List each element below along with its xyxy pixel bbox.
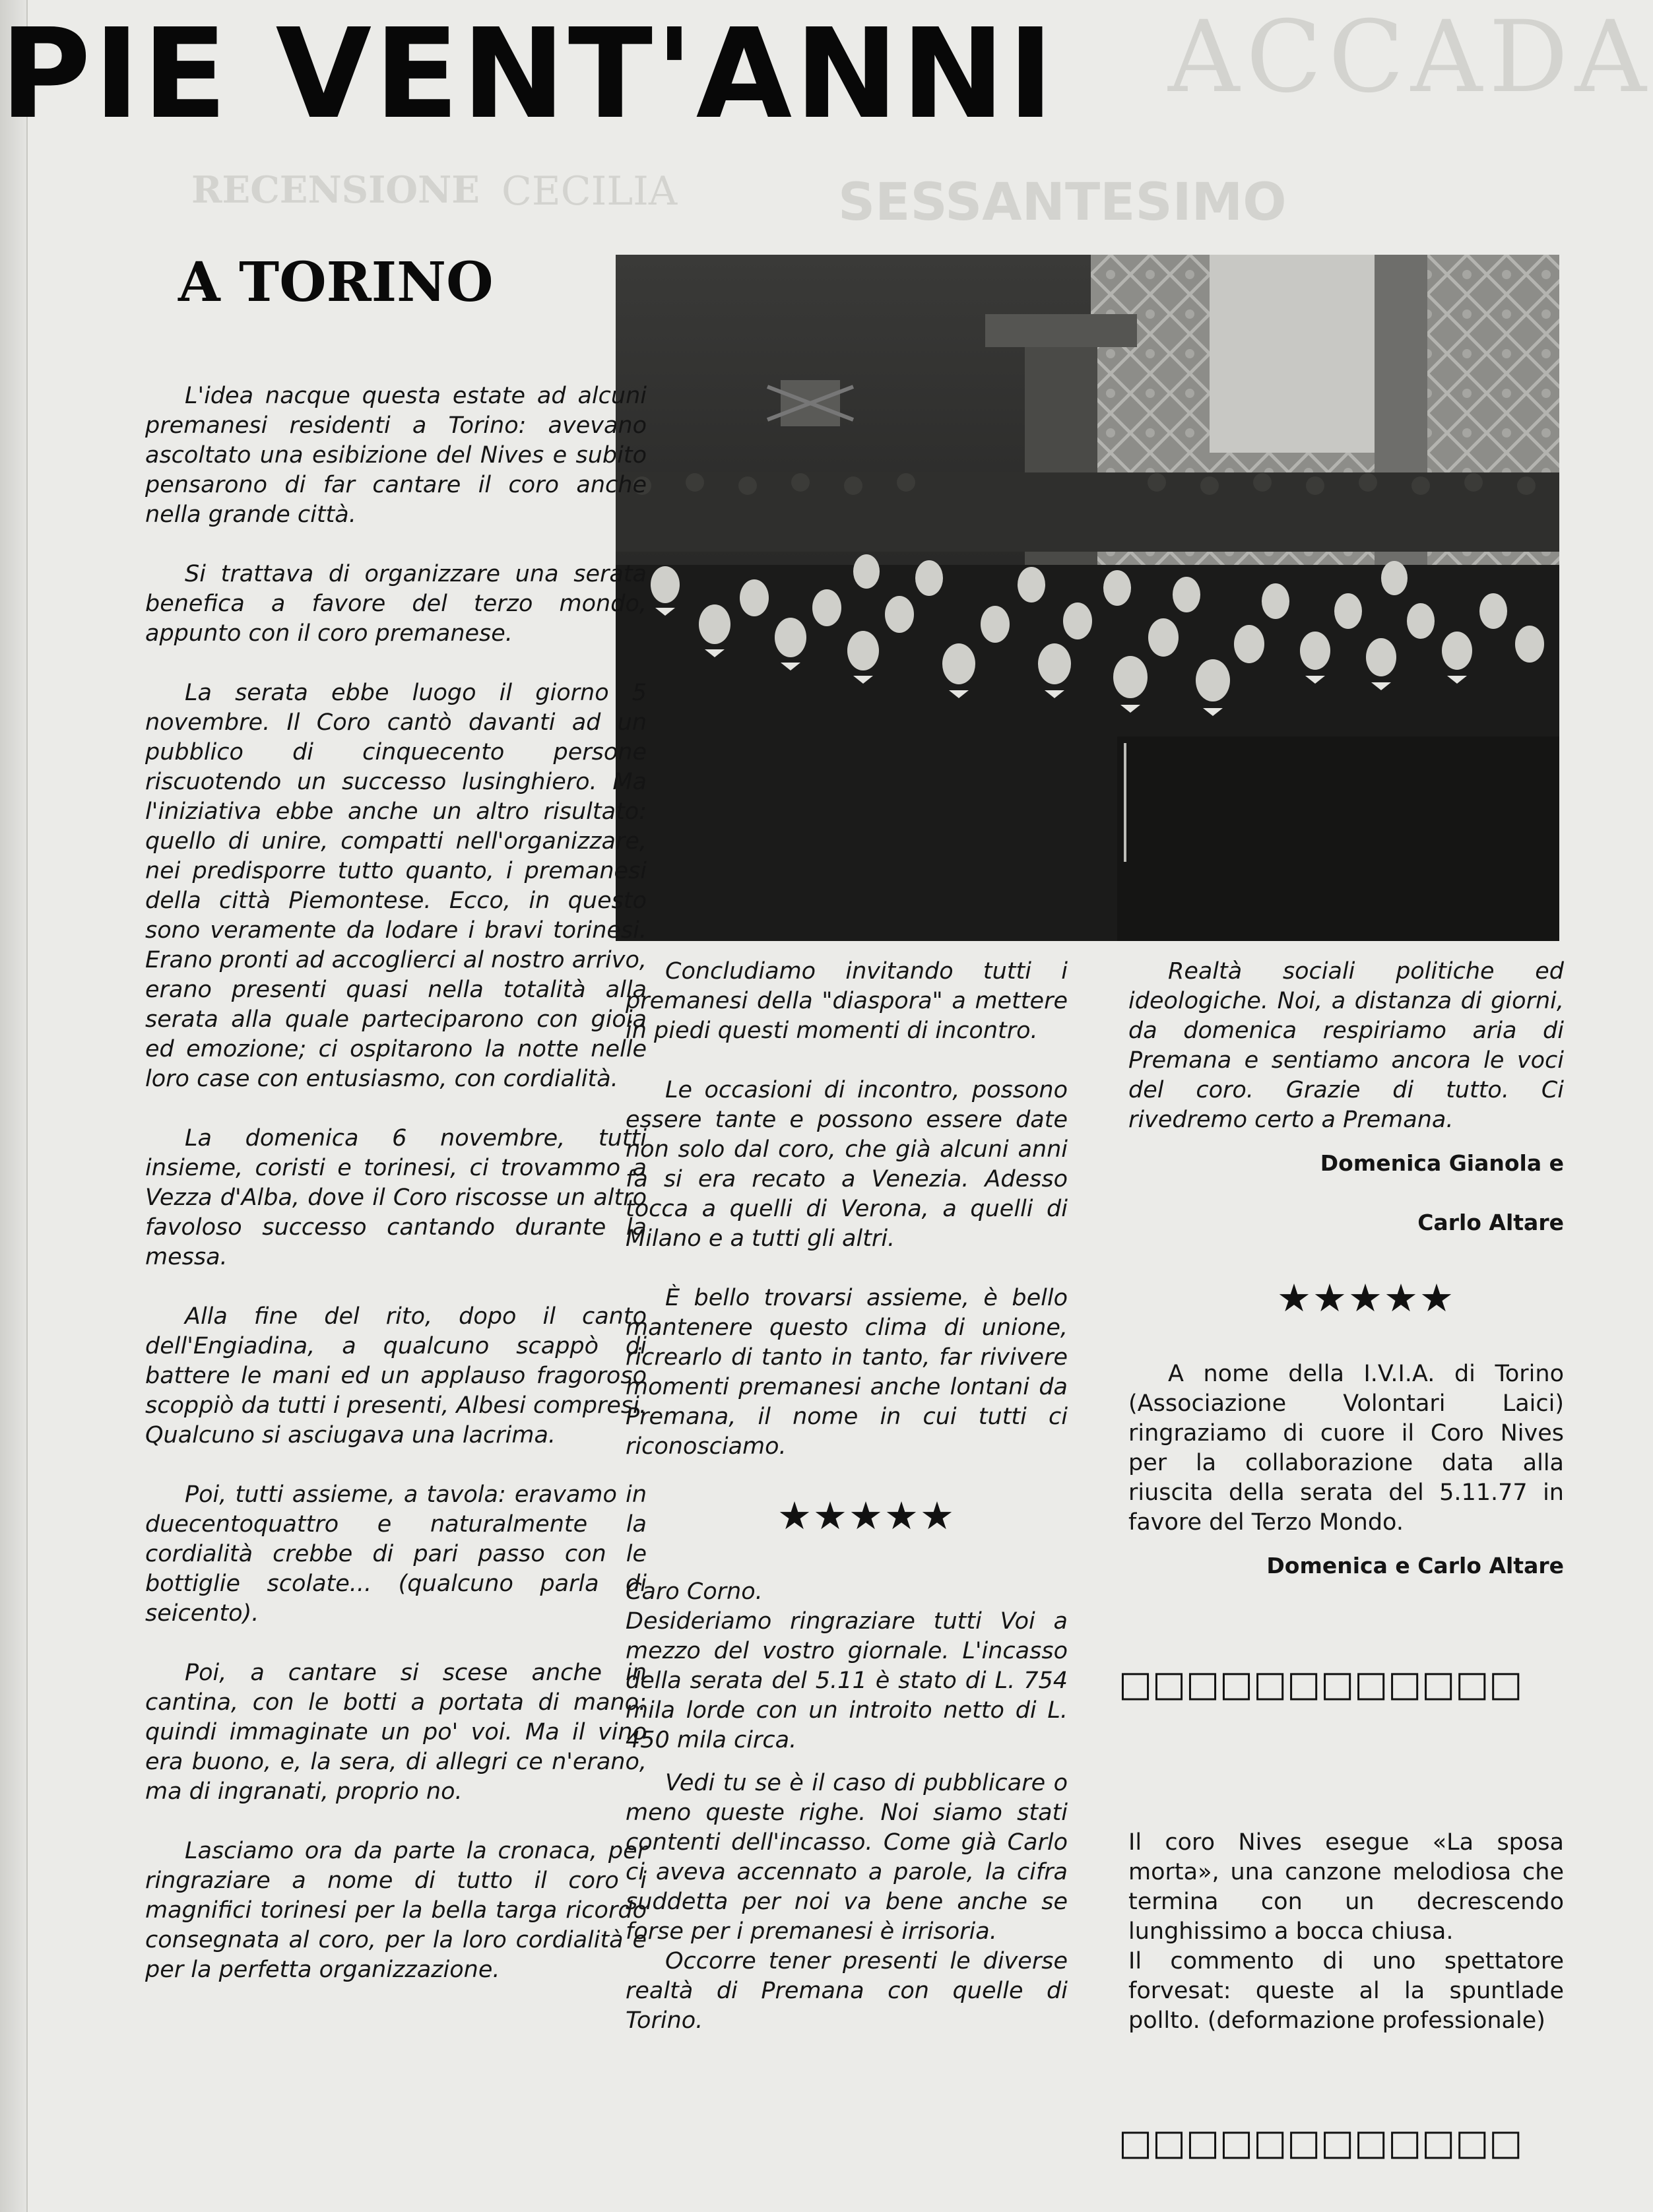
article-paragraph: La serata ebbe luogo il giorno 5 novembre. Il Coro cantò davanti ad un pubblico di cinquecento persone riscuotendo un successo lusinghiero. Ma l'iniziativa ebbe anche un altro risultato: quello di unire, compatti nell'organizzare, nei predisporre tutto quanto, i premanesi della città Piemontese. Ecco, in questo sono veramente da lodare i bravi torinesi. Erano pronti ad accoglierci al nostro arrivo, erano presenti quasi nella totalità alla serata alla quale parteciparono con gioia ed emozione; ci ospitarono la notte nelle loro case con entusiasmo, con cordialità. (145, 680, 647, 1092)
ivia-thanks: A nome della I.V.I.A. di Torino (Associazione Volontari Laici) ringraziamo di cuore il Coro Nives per la collaborazione data alla riuscita della serata del 5.11.77 in favore del Terzo Mondo. (1128, 1361, 1564, 1536)
bleed-through-text: SESSANTESIMO (838, 173, 1287, 232)
article-paragraph: Si trattava di organizzare una serata benefica a favore del terzo mondo, appunto con il coro premanese. (145, 561, 647, 647)
article-paragraph: La domenica 6 novembre, tutti insieme, coristi e torinesi, ci trovammo a Vezza d'Alba, dove il Coro riscosse un altro favoloso successo cantando durante la messa. (145, 1125, 647, 1270)
article-paragraph: Le occasioni di incontro, possono essere tante e possono essere date non solo dal coro, che già alcuni anni fa si era recato a Venezia. Adesso tocca a quelli di Verona, a quelli di Milano e a tutti gli altri. (626, 1077, 1068, 1252)
article-paragraph: Poi, a cantare si scese anche in cantina, con le botti a portata di mano: quindi immaginate un po' voi. Ma il vino era buono, e, la sera, di allegri ce n'erano, ma di ingranati, proprio no. (145, 1660, 647, 1805)
bleed-through-text: ACCADA (1168, 0, 1653, 115)
signature-domenica-carlo: Domenica e Carlo Altare (1266, 1553, 1564, 1578)
letter-salutation: Caro Corno. (626, 1578, 763, 1605)
star-separator: ★★★★★ (1277, 1276, 1455, 1320)
article-paragraph: L'idea nacque questa estate ad alcuni premanesi residenti a Torino: avevano ascoltato una esibizione del Nives e subito pensarono di far cantare il coro anche nella grande città. (145, 383, 647, 528)
choir-photo-image (616, 255, 1559, 941)
box-row-separator: □□□□□□□□□□□□ (1118, 1663, 1523, 1705)
page-headline: PIE VENT'ANNI (0, 2, 1056, 146)
article-subtitle: A TORINO (178, 251, 494, 314)
article-paragraph: Alla fine del rito, dopo il canto dell'Engiadina, a qualcuno scappò di battere le mani ed un applauso fragoroso scoppiò da tutti i presenti, Albesi compresi. Qualcuno si asciugava una lacrima. (145, 1303, 647, 1448)
box-row-separator: □□□□□□□□□□□□ (1118, 2122, 1523, 2163)
nives-note (1128, 1828, 1564, 2036)
binding-edge (0, 0, 28, 2212)
letter-paragraph: Occorre tener presenti le diverse realtà di Premana con quelle di Torino. (626, 1948, 1068, 2034)
bleed-through-text: RECENSIONE (191, 168, 480, 212)
nives-note-paragraph: Il commento di uno spettatore forvesat: queste al la spuntlade pollto. (deformazione professionale) (1128, 1948, 1564, 2034)
choir-photo (616, 255, 1559, 941)
article-column-1 (145, 381, 647, 2015)
signature-gianola-altare: Domenica Gianola e (1320, 1150, 1564, 1176)
letter-paragraph: Desideriamo ringraziare tutti Voi a mezzo del vostro giornale. L'incasso della serata del 5.11 è stato di L. 754 mila lorde con un introito netto di L. 450 mila circa. (626, 1608, 1068, 1753)
article-paragraph: Concludiamo invitando tutti i premanesi della "diaspora" a mettere in piedi questi momenti di incontro. (626, 958, 1068, 1044)
article-paragraph: Lasciamo ora da parte la cronaca, per ringraziare a nome di tutto il coro i magnifici torinesi per la bella targa ricordo consegnata al coro, per la loro cordialità e per la perfetta organizzazione. (145, 1838, 647, 1983)
article-column-3 (1128, 957, 1564, 1610)
letter-paragraph: Vedi tu se è il caso di pubblicare o meno queste righe. Noi siamo stati contenti dell'incasso. Come già Carlo ci aveva accennato a parole, la cifra suddetta per noi va bene anche se forse per i premanesi è irrisoria. (626, 1770, 1068, 1945)
article-column-2 (626, 957, 1068, 2036)
article-paragraph: È bello trovarsi assieme, è bello mantenere questo clima di unione, ricrearlo di tanto in tanto, far rivivere momenti premanesi anche lontani da Premana, il nome in cui tutti ci riconosciamo. (626, 1285, 1068, 1460)
article-paragraph: Poi, tutti assieme, a tavola: eravamo in duecentoquattro e naturalmente la cordialità crebbe di pari passo con le bottiglie scolate... (qualcuno parla di seicento). (145, 1481, 647, 1627)
signature-altare: Carlo Altare (1417, 1210, 1564, 1235)
star-separator: ★★★★★ (777, 1493, 956, 1538)
bleed-through-text: CECILIA (502, 168, 678, 214)
nives-note-paragraph: Il coro Nives esegue «La sposa morta», una canzone melodiosa che termina con un decrescendo lunghissimo a bocca chiusa. (1128, 1829, 1564, 1945)
letter-continuation: Realtà sociali politiche ed ideologiche. Noi, a distanza di giorni, da domenica respiriamo aria di Premana e sentiamo ancora le voci del coro. Grazie di tutto. Ci rivedremo certo a Premana. (1128, 958, 1564, 1133)
